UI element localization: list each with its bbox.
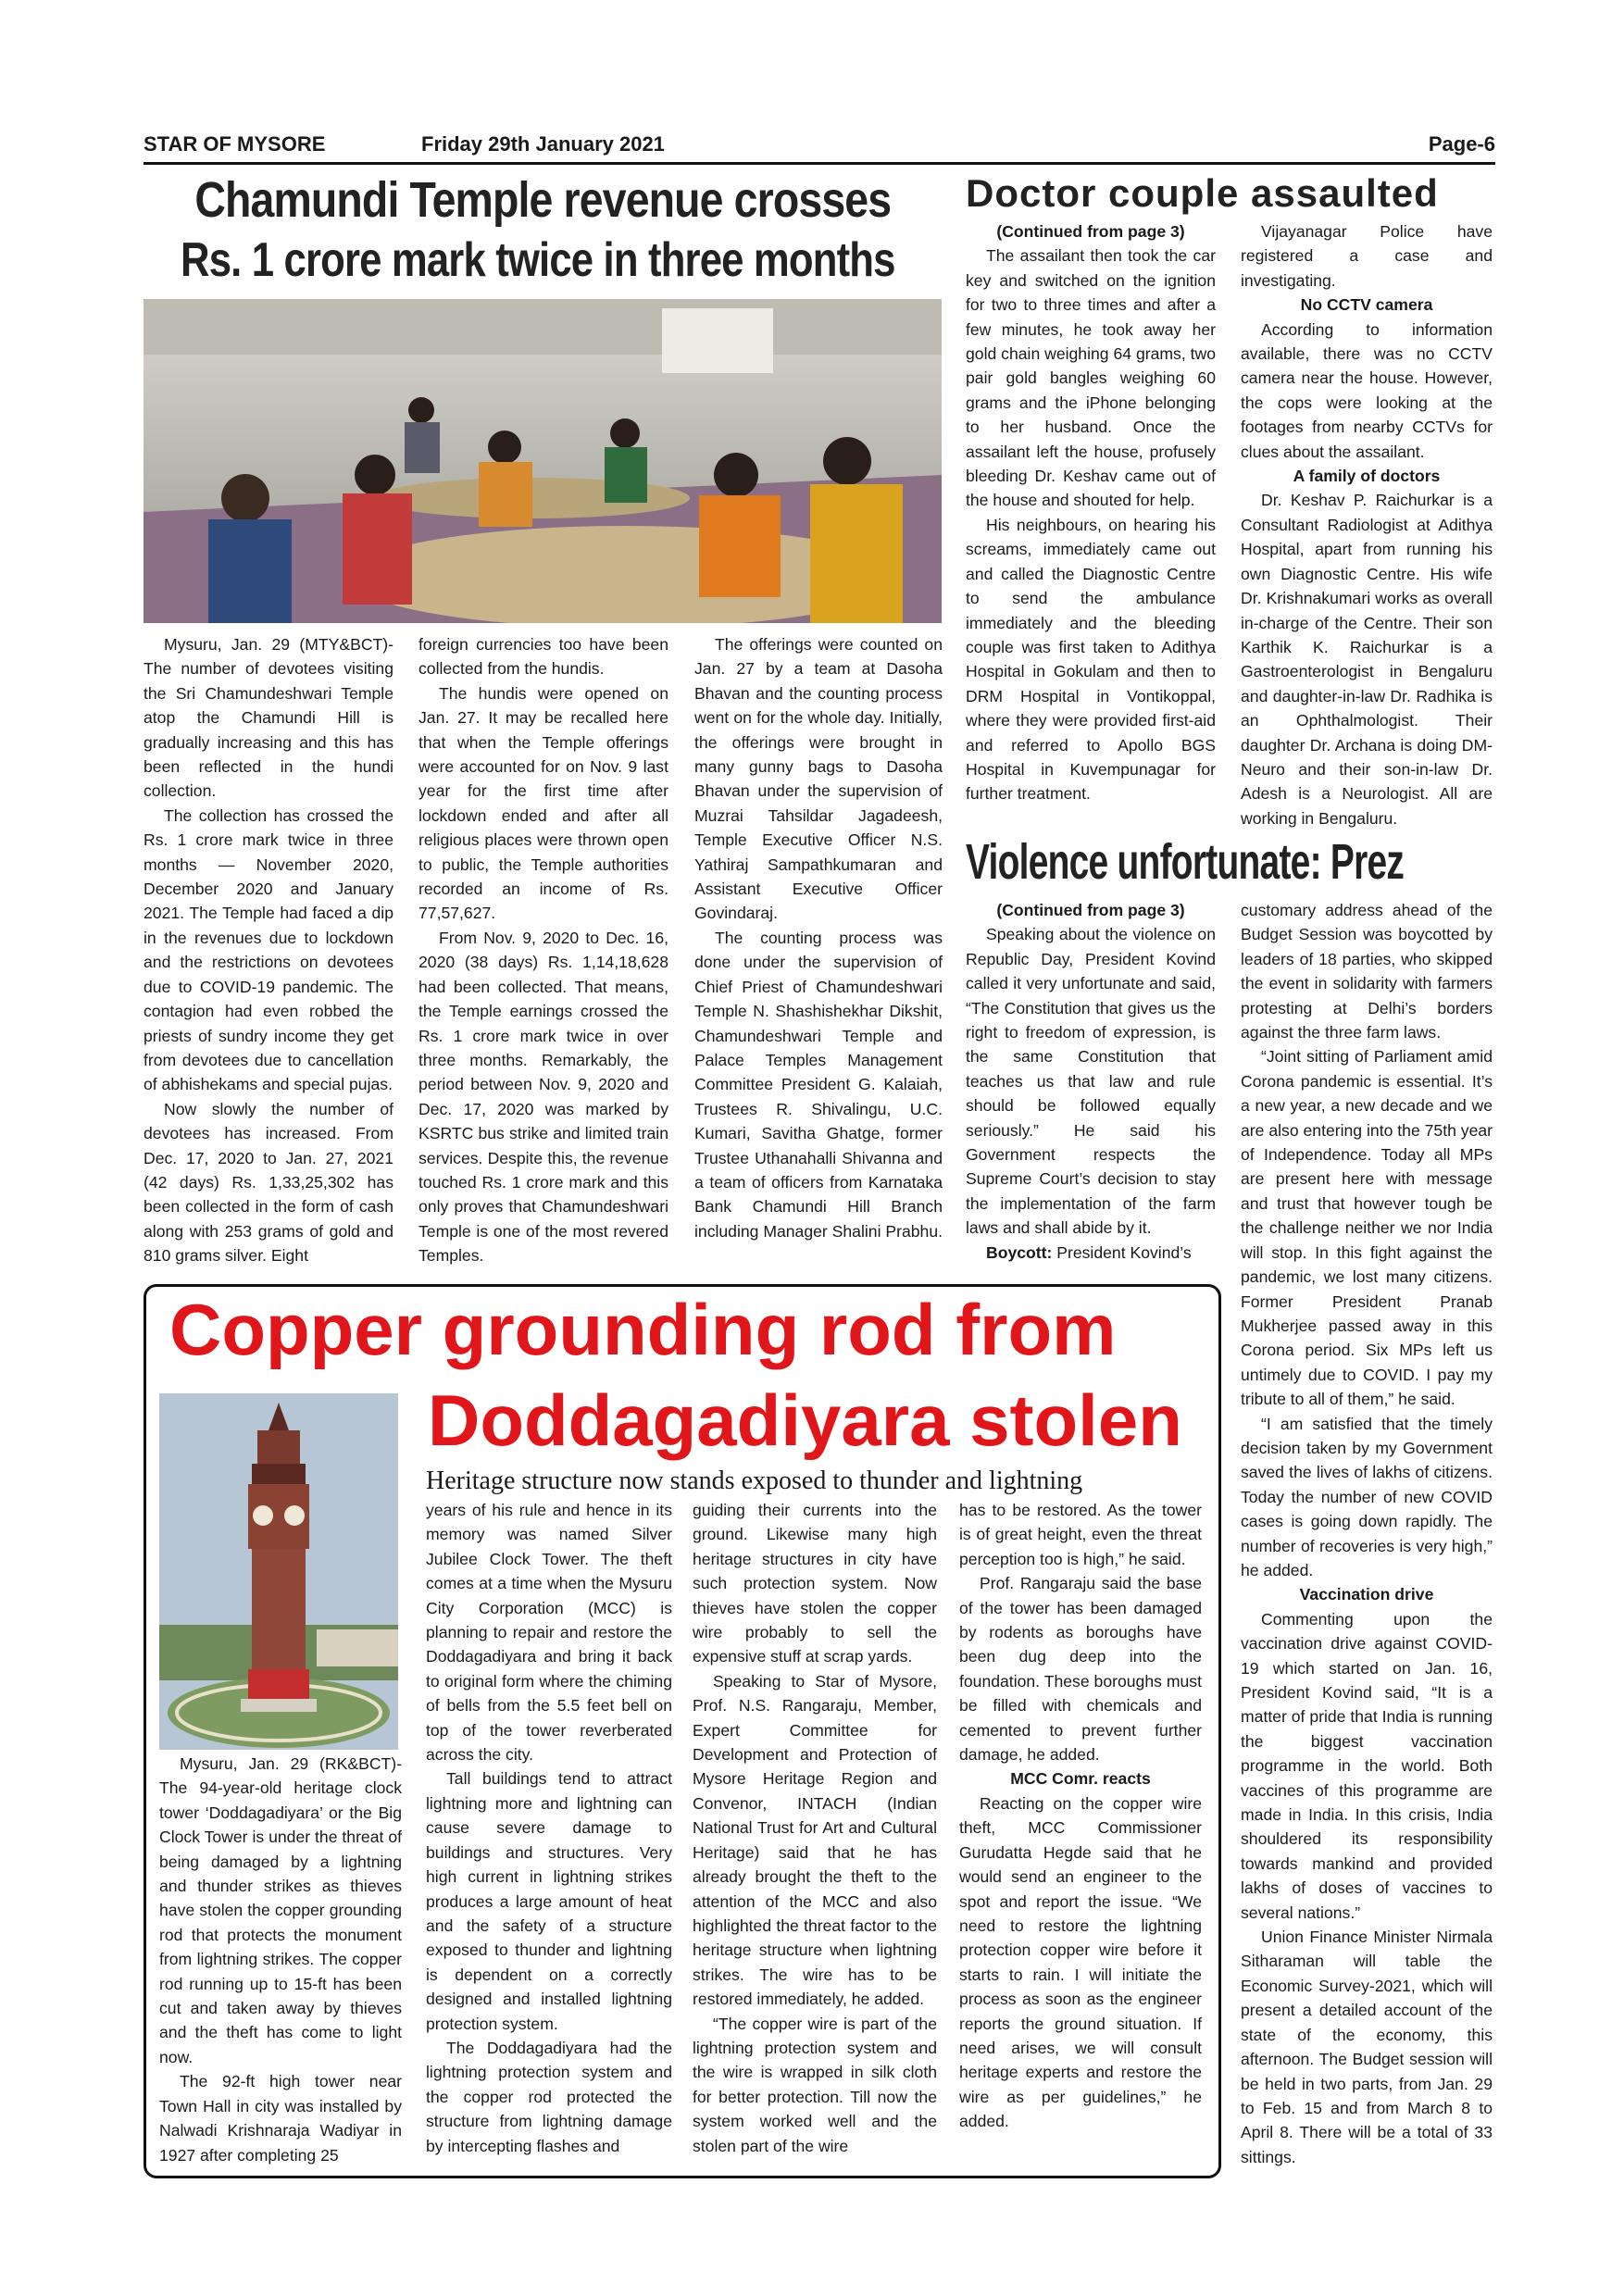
copper-headline-line1: Copper grounding rod from	[169, 1289, 1117, 1370]
copper-paragraph: Mysuru, Jan. 29 (RK&BCT)- The 94-year-old heritage clock tower ‘Doddagadiyara’ or the Big Clock Tower is under the threat of being damaged by a lightning and thunder strikes as thieves have stolen the copper grounding rod that protects the monument from lightning strikes. The copper rod running up to 15-ft has been cut and taken away by thieves and the theft has come to light now.	[159, 1754, 402, 2066]
prez-paragraph	[966, 1241, 1216, 1265]
prez-subhead-vaccination: Vaccination drive	[1299, 1585, 1434, 1604]
copper-paragraph: The Doddagadiyara had the lightning protection system and the copper rod protected the structure from lightning damage by intercepting flashes and	[426, 2038, 672, 2155]
prez-boycott-label: Boycott:	[986, 1242, 1053, 1262]
doctor-column-1	[966, 219, 1216, 806]
chamundi-paragraph: The counting process was done under the supervision of Chief Priest of Chamundeshwari Temple N. Shashishekhar Dikshit, Chamundeshwari Temple and Palace Temples Management Committee President G. Kalaiah, Trustees R. Shivalingu, U.C. Kumari, Savitha Ghatge, former Trustee Uthanahalli Shivanna and a team of officers from Karnataka Bank Chamundi Hill Branch including Manager Shalini Prabhu.	[694, 928, 943, 1241]
copper-headline-line2: Doddagadiyara stolen	[428, 1379, 1182, 1461]
prez-paragraph: Union Finance Minister Nirmala Sitharaman will table the Economic Survey-2021, which will present a detailed account of the state of the economy, this afternoon. The Budget session will be held in two parts, from Jan. 29 to Feb. 15 and from March 8 to April 8. There will be a total of 33 sittings.	[1241, 1928, 1493, 2166]
issue-date: Friday 29th January 2021	[421, 132, 665, 156]
copper-paragraph: years of his rule and hence in its memory was named Silver Jubilee Clock Tower. The theft comes at a time when the Mysuru City Corporation (MCC) is planning to repair and restore the Doddagadiyara and bring it back to original form where the chiming of bells from the 5.5 feet bell on top of the tower reverberated across the city.	[426, 1501, 672, 1765]
hundi-counting-photo-art	[144, 299, 942, 623]
doctor-continued-note: (Continued from page 3)	[996, 222, 1185, 241]
copper-paragraph: “The copper wire is part of the lightning protection system and the wire is wrapped in silk cloth for better protection. Till now the system worked well and the stolen part of the wire	[693, 2014, 937, 2155]
chamundi-column-2	[418, 632, 668, 1268]
copper-subhead-mcc: MCC Comr. reacts	[1010, 1769, 1151, 1789]
copper-paragraph: The 92-ft high tower near Town Hall in city was installed by Nalwadi Krishnaraja Wadiyar in 1927 after completing 25	[159, 2072, 402, 2165]
copper-column-1	[159, 1752, 402, 2167]
masthead-rule	[144, 162, 1495, 165]
chamundi-headline-line1: Chamundi Temple revenue crosses	[194, 172, 892, 228]
copper-paragraph: guiding their currents into the ground. Likewise many high heritage structures in city have such protection system. Now thieves have stolen the copper wire probably to sell the expensive stuff at scrap yards.	[693, 1501, 937, 1666]
doctor-subhead-cctv: No CCTV camera	[1300, 295, 1433, 315]
chamundi-paragraph: The offerings were counted on Jan. 27 by a team at Dasoha Bhavan and the counting process went on for the whole day. Initially, the offerings were brought in many gunny bags to Dasoha Bhavan under the supervision of Muzrai Tahsildar Jagadeesh, Temple Executive Officer N.S. Yathiraj Sampathkumaran and Assistant Executive Officer Govindaraj.	[694, 635, 943, 923]
prez-column-2	[1241, 898, 1493, 2169]
copper-paragraph: has to be restored. As the tower is of great height, even the threat perception too is high,” he said.	[959, 1501, 1202, 1568]
prez-continued-note: (Continued from page 3)	[996, 901, 1185, 919]
copper-paragraph: Tall buildings tend to attract lightning more and lightning can cause severe damage to buildings and structures. Very high current in lightning strikes produces a large amount of heat and the safety of a structure exposed to thunder and lightning is dependent on a correctly designed and installed lightning protection system.	[426, 1769, 672, 2033]
copper-column-3	[693, 1498, 937, 2158]
doctor-paragraph: His neighbours, on hearing his screams, immediately came out and called the Diagnostic Centre to send the ambulance immediately and the bleeding couple was first taken to Adithya Hospital in Gokulam and then to DRM Hospital in Vontikoppal, where they were provided first-aid and referred to Apollo BGS Hospital in Kuvempunagar for further treatment.	[966, 515, 1216, 804]
prez-paragraph: “Joint sitting of Parliament amid Corona pandemic is essential. It’s a new year, a new decade and we are also entering into the 75th year of Independence. Today all MPs are present here with message and trust that however tough be the challenge neither we nor India will stop. In this fight against the pandemic, we lost many citizens. Former President Pranab Mukherjee passed away in this Corona period. Six MPs left us untimely due to COVID. I pay my tribute to all of them,” he said.	[1241, 1047, 1493, 1409]
prez-paragraph: Speaking about the violence on Republic Day, President Kovind called it very unfortunate and said, “The Constitution that gives us the right to freedom of expression, is the same Constitution that teaches us that law and rule should be followed equally seriously.” He said his Government respects the Supreme Court’s decision to stay the implementation of the farm laws and shall abide by it.	[966, 925, 1216, 1238]
hundi-counting-photo	[144, 299, 942, 623]
prez-boycott-text: President Kovind’s	[1056, 1242, 1192, 1262]
copper-paragraph: Reacting on the copper wire theft, MCC Commissioner Gurudatta Hegde said that he would send an engineer to the spot and report the issue. “We need to restore the lightning protection copper wire before it starts to rain. I will initiate the process as soon as the engineer reports the ground situation. If need arises, we will consult heritage experts and restore the wire as per guidelines,” he added.	[959, 1793, 1202, 2131]
doctor-paragraph: According to information available, there was no CCTV camera near the house. However, the cops were looking at the footages from nearby CCTVs for clues about the assailant.	[1241, 319, 1493, 461]
copper-paragraph: Speaking to Star of Mysore, Prof. N.S. Rangaraju, Member, Expert Committee for Development and Protection of Mysore Heritage Region and Convenor, INTACH (Indian National Trust for Art and Cultural Heritage) said that he has already brought the theft to the attention of the MCC and also highlighted the threat factor to the heritage structure when lightning strikes. The wire has to be restored immediately, he added.	[693, 1671, 937, 2009]
prez-headline: Violence unfortunate: Prez	[966, 834, 1405, 890]
paper-name: STAR OF MYSORE	[144, 132, 326, 156]
chamundi-headline-line2: Rs. 1 crore mark twice in three months	[181, 233, 895, 287]
chamundi-column-1	[144, 632, 394, 1268]
chamundi-paragraph: The hundis were opened on Jan. 27. It may be recalled here that when the Temple offerings were accounted for on Nov. 9 last year for the first time after lockdown ended and after all religious places were thrown open to public, the Temple authorities recorded an income of Rs. 77,57,627.	[418, 683, 668, 923]
prez-paragraph: customary address ahead of the Budget Session was boycotted by leaders of 18 parties, who skipped the event in solidarity with farmers protesting at Delhi’s borders against the three farm laws.	[1241, 901, 1493, 1042]
prez-column-1	[966, 898, 1216, 1265]
chamundi-paragraph: From Nov. 9, 2020 to Dec. 16, 2020 (38 days) Rs. 1,14,18,628 had been collected. That means, the Temple earnings crossed the Rs. 1 crore mark twice in over three months. Remarkably, the period between Nov. 9, 2020 and Dec. 17, 2020 was marked by KSRTC bus strike and limited train services. Despite this, the revenue touched Rs. 1 crore mark and this only proves that Chamundeshwari Temple is one of the most revered Temples.	[418, 928, 668, 1266]
doctor-paragraph: Dr. Keshav P. Raichurkar is a Consultant Radiologist at Adithya Hospital, apart from running his own Diagnostic Centre. His wife Dr. Krishnakumari works as overall in-charge of the Centre. Their son Karthik K. Raichurkar is a Gastroenterologist in Bengaluru and daughter-in-law Dr. Radhika is an Ophthalmologist. Their daughter Dr. Archana is doing DM-Neuro and their son-in-law Dr. Adesh is a Neurologist. All are working in Bengaluru.	[1241, 491, 1493, 828]
clock-tower-photo-art	[159, 1393, 398, 1750]
doctor-paragraph: The assailant then took the car key and switched on the ignition for two to three times and after a few minutes, he took away her gold chain weighing 64 grams, two pair gold bangles weighing 60 grams and the iPhone belonging to her husband. Once the assailant left the house, profusely bleeding Dr. Keshav came out of the house and shouted for help.	[966, 246, 1216, 510]
doctor-headline: Doctor couple assaulted	[966, 171, 1439, 215]
doctor-subhead-family: A family of doctors	[1293, 467, 1441, 486]
chamundi-paragraph: The collection has crossed the Rs. 1 crore mark twice in three months — November 2020, December 2020 and January 2021. The Temple had faced a dip in the revenues due to lockdown and the restrictions on devotees due to COVID-19 pandemic. The contagion had even robbed the priests of sundry income they get from devotees due to cancellation of abhishekams and special pujas.	[144, 805, 394, 1094]
prez-paragraph: “I am satisfied that the timely decision taken by my Government saved the lives of lakhs of citizens. Today the number of new COVID cases is going down rapidly. The number of recoveries is very high,” he added.	[1241, 1414, 1493, 1579]
masthead	[144, 132, 1495, 160]
chamundi-paragraph: Mysuru, Jan. 29 (MTY&BCT)- The number of devotees visiting the Sri Chamundeshwari Temple atop the Chamundi Hill is gradually increasing and this has been reflected in the hundi collection.	[144, 635, 394, 801]
page-number: Page-6	[1428, 132, 1495, 156]
copper-paragraph: Prof. Rangaraju said the base of the tower has been damaged by rodents as boroughs have been dug deep into the foundation. These boroughs must be filled with chemicals and cemented to prevent further damage, he added.	[959, 1574, 1202, 1765]
chamundi-paragraph: foreign currencies too have been collected from the hundis.	[418, 635, 668, 679]
copper-deck: Heritage structure now stands exposed to thunder and lightning	[426, 1466, 1083, 1495]
copper-column-4	[959, 1498, 1202, 2134]
doctor-paragraph: Vijayanagar Police have registered a case and investigating.	[1241, 222, 1493, 290]
chamundi-paragraph: Now slowly the number of devotees has increased. From Dec. 17, 2020 to Jan. 27, 2021 (42 days) Rs. 1,33,25,302 has been collected in the form of cash along with 253 grams of gold and 810 grams silver. Eight	[144, 1099, 394, 1266]
chamundi-column-3	[694, 632, 943, 1243]
prez-paragraph: Commenting upon the vaccination drive against COVID-19 which started on Jan. 16, President Kovind said, “It is a matter of pride that India is running the biggest vaccination programme in the world. Both vaccines of this programme are made in India. In this crisis, India shouldered its responsibility towards mankind and provided lakhs of doses of vaccines to several nations.”	[1241, 1609, 1493, 1922]
clock-tower-photo	[159, 1393, 398, 1750]
doctor-column-2	[1241, 219, 1493, 830]
copper-column-2	[426, 1498, 672, 2158]
